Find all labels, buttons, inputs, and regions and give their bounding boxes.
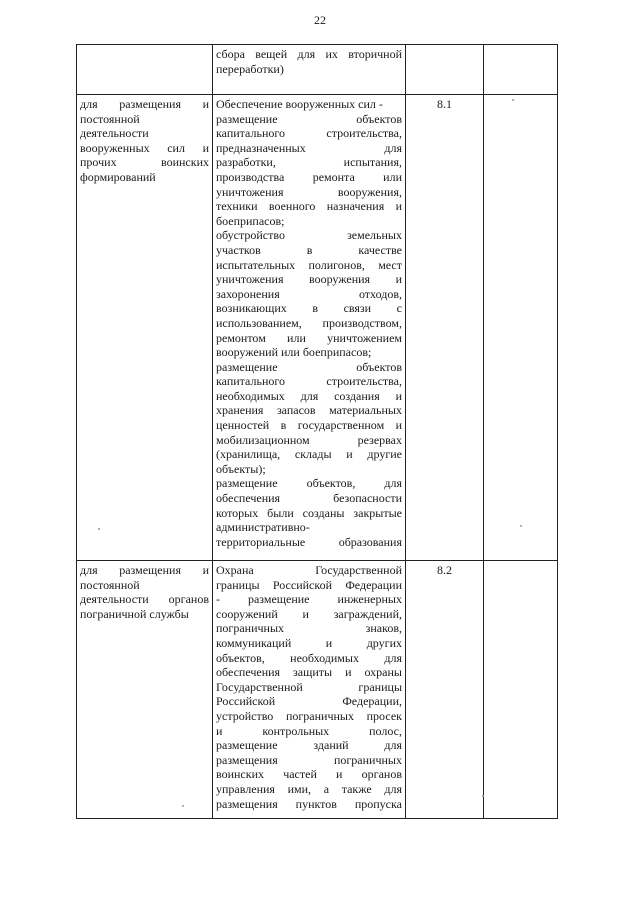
text-line: капитального строительства, [216, 126, 402, 141]
text-line: использованием, производством, [216, 315, 402, 330]
code-cell: 8.1 [406, 95, 484, 561]
text-line: мобилизационном резервах [216, 432, 402, 447]
text-line: и контрольных полос, [216, 723, 402, 738]
scan-speck [98, 528, 100, 530]
scan-speck [520, 525, 522, 527]
text-line: пограничных знаков, [216, 621, 402, 636]
text-line: хранения запасов материальных [216, 403, 402, 418]
text-line: для размещения и [80, 563, 209, 577]
description-cell [213, 95, 406, 561]
text-line: размещения пунктов пропуска [216, 796, 402, 811]
text-line: сооружений и заграждений, [216, 606, 402, 621]
text-line: капитального строительства, [216, 374, 402, 389]
text-line: пограничной службы [80, 606, 189, 621]
land-use-name-cell [77, 561, 213, 819]
text-line: деятельности органов [80, 592, 209, 607]
text-line: - размещение инженерных [216, 592, 402, 607]
text-line: Охрана Государственной [216, 563, 402, 577]
text-line: коммуникаций и других [216, 635, 402, 650]
text-line: вооруженных сил и [80, 140, 209, 155]
extra-cell [484, 561, 558, 819]
text-line: техники военного назначения и [216, 199, 402, 214]
text-line: разработки, испытания, [216, 155, 402, 170]
text-line: возникающих в связи с [216, 301, 402, 316]
text-line: Российской Федерации, [216, 694, 402, 709]
land-use-name-cell [77, 45, 213, 95]
scan-speck [182, 805, 184, 807]
text-line: устройство пограничных просек [216, 708, 402, 723]
code-cell: 8.2 [406, 561, 484, 819]
text-line: обеспечения защиты и охраны [216, 665, 402, 680]
table-row [77, 561, 558, 819]
extra-cell [484, 95, 558, 561]
text-line: предназначенных для [216, 140, 402, 155]
text-line: территориальные образования [216, 534, 402, 549]
text-line: уничтожения вооружения, [216, 184, 402, 199]
text-line: обеспечения безопасности [216, 491, 402, 506]
text-line: для размещения и [80, 97, 209, 111]
text-line: формирований [80, 169, 156, 184]
text-line: размещение объектов [216, 111, 402, 126]
text-line: боеприпасов; [216, 213, 285, 228]
text-line: испытательных полигонов, мест [216, 257, 402, 272]
description-cell [213, 45, 406, 95]
text-line: объекты); [216, 461, 266, 476]
text-line: ремонтом или уничтожением [216, 330, 402, 345]
text-line: административно- [216, 520, 310, 535]
text-line: участков в качестве [216, 242, 402, 257]
text-line: переработки) [216, 61, 284, 76]
text-line: ценностей в государственном и [216, 418, 402, 433]
text-line: Государственной границы [216, 679, 402, 694]
text-line: производства ремонта или [216, 169, 402, 184]
text-line: воинских частей и органов [216, 767, 402, 782]
text-line: границы Российской Федерации [216, 577, 402, 592]
land-use-table [76, 44, 558, 819]
text-line: прочих воинских [80, 155, 209, 170]
text-line: которых были созданы закрытые [216, 505, 402, 520]
text-line: размещение зданий для [216, 738, 402, 753]
land-use-name-cell [77, 95, 213, 561]
text-line: деятельности [80, 126, 149, 141]
text-line: необходимых для создания и [216, 388, 402, 403]
text-line: Обеспечение вооруженных сил - [216, 97, 383, 111]
text-line: сбора вещей для их вторичной [216, 47, 402, 61]
text-line: постоянной [80, 577, 140, 592]
page-number: 22 [314, 13, 326, 27]
text-line: захоронения отходов, [216, 286, 402, 301]
text-line: управления ими, а также для [216, 781, 402, 796]
scan-speck [482, 795, 484, 797]
scan-speck [512, 99, 514, 101]
text-line: постоянной [80, 111, 140, 126]
text-line: вооружений или боеприпасов; [216, 345, 372, 360]
code-cell [406, 45, 484, 95]
text-line: (хранилища, склады и другие [216, 447, 402, 462]
description-cell [213, 561, 406, 819]
extra-cell [484, 45, 558, 95]
table-row [77, 95, 558, 561]
text-line: обустройство земельных [216, 228, 402, 243]
text-line: размещения пограничных [216, 752, 402, 767]
text-line: размещение объектов, для [216, 476, 402, 491]
table-row [77, 45, 558, 95]
text-line: уничтожения вооружения и [216, 272, 402, 287]
text-line: размещение объектов [216, 359, 402, 374]
text-line: объектов, необходимых для [216, 650, 402, 665]
